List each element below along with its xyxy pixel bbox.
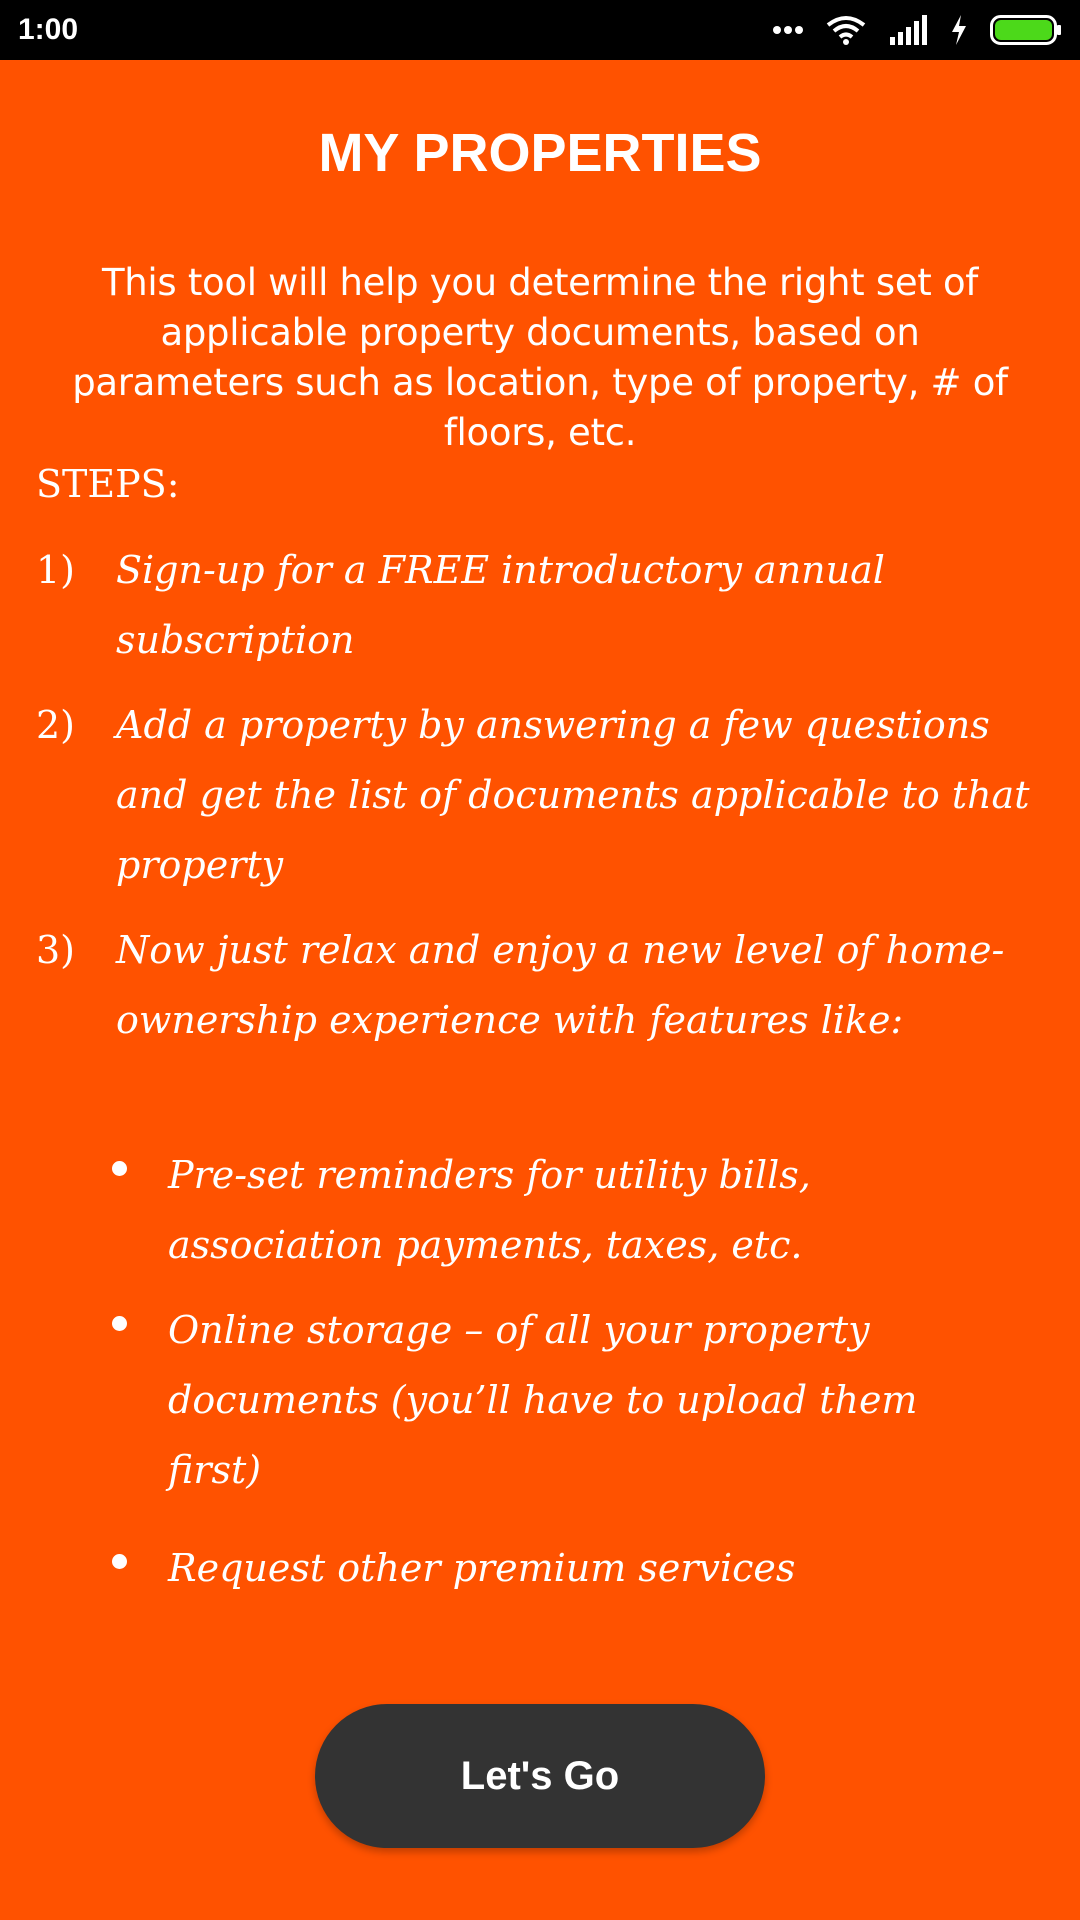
step-item	[36, 915, 1046, 1055]
status-icons	[772, 15, 1062, 45]
step-item	[36, 535, 1046, 675]
feature-text: Online storage – of all your property documents (you’ll have to upload them first)	[168, 1308, 918, 1492]
status-time: 1:00	[18, 13, 79, 46]
step-number: 2)	[36, 703, 76, 747]
step-number: 1)	[36, 548, 76, 592]
lets-go-button[interactable]: Let's Go	[315, 1704, 765, 1848]
more-icon	[772, 25, 804, 35]
charging-icon	[950, 15, 968, 45]
step-number: 3)	[36, 928, 76, 972]
features-list	[110, 1140, 1010, 1618]
bullet-icon	[110, 1533, 168, 1603]
bullet-icon	[110, 1295, 168, 1365]
steps-list	[36, 535, 1046, 1070]
intro-text: This tool will help you determine the right set of applicable property documents, based on parameters such as location, type of property, # of floors, etc.	[72, 261, 1008, 454]
steps-label: STEPS:	[36, 462, 180, 506]
feature-text: Pre-set reminders for utility bills, association payments, taxes, etc.	[168, 1153, 811, 1267]
wifi-icon	[826, 15, 866, 45]
battery-icon	[990, 15, 1062, 45]
step-item	[36, 690, 1046, 900]
step-text: Add a property by answering a few questions and get the list of documents applicable to that property	[116, 703, 1030, 887]
bullet-icon	[110, 1140, 168, 1210]
step-text: Now just relax and enjoy a new level of home-ownership experience with features like:	[116, 928, 1005, 1042]
feature-item	[110, 1140, 1010, 1280]
feature-item	[110, 1295, 1010, 1505]
feature-text: Request other premium services	[168, 1546, 796, 1590]
feature-item	[110, 1533, 1010, 1603]
signal-icon	[888, 15, 928, 45]
page-title: MY PROPERTIES	[318, 123, 762, 183]
step-text: Sign-up for a FREE introductory annual subscription	[116, 548, 885, 662]
status-bar	[0, 0, 1080, 60]
